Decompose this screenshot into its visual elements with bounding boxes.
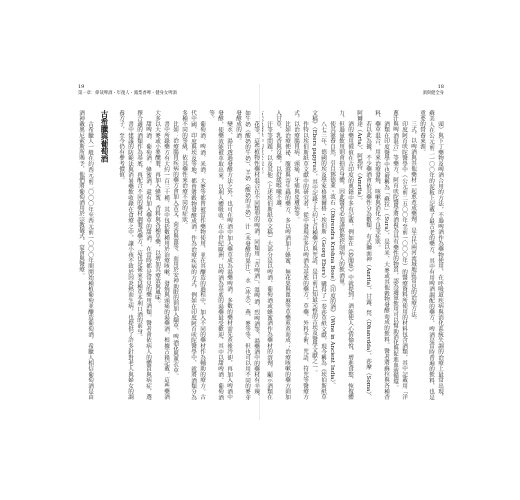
paragraph: 酒類在印度醫學中也被稱為「蘇拉」（Sura），是以米、大麥或其他穀物發酵而成的飲料。醫者將蘇拉與各種香料、藥草混合，用來治療發燒、咳嗽與消化不良等症狀。 [374, 110, 389, 400]
paragraph: 書中建議的防範法與消暑藥飲收錄在食療之中，讓小孩不致於因炎熱而生病，也提供了許多針對老人與婦女的調養方子，至今仍有參考價值。 [118, 110, 133, 400]
paragraph: 印度阿育吠陀醫學中（公元前二五〇〇年至前一〇〇〇年）的醫療資料所使用的材料包含酒類，其中記載用「洋蔥汁與啤酒混合」等藥方，阿育吠陀醫學將酒視為具有藥性的物質，認為適量飲用可以幫助消化與促進血液循環。 [392, 110, 407, 400]
left-page [78, 84, 260, 420]
section-heading: 古希臘與葡萄酒 [100, 110, 109, 163]
paragraph: 頭）與下丁藥物及啤酒合用的方法，不過啤酒作為藥物使用，在呼吸道疾病與消化系統失調的治療上最常出現，蘇美人在公元前二一〇〇年的泥板上記載了最古老的藥方，其中有用啤酒調配的藥方、啤酒是當時普遍的飲料，也是重要的營養來源。 [419, 110, 443, 400]
paragraph: 古希臘人一般在約西元前二〇〇〇年至西元前一〇〇〇年間開始種植葡萄並釀造葡萄酒，希臘人相信葡萄酒是由酒神戴奧尼索斯所賜予，他們將葡萄酒用於宗教儀式、宴會與醫療。 [78, 110, 93, 400]
right-running-header: 酒與健全身 [422, 91, 444, 96]
paragraph: 汗等等問題，以及其他（上述埃伯斯紙草文稿）大部分是以啤酒、葡萄酒或蜂蜜酒作為藥材的溶劑，顯示酒類在 [266, 121, 272, 400]
left-page-number: 19 [78, 84, 85, 90]
paragraph: 作特以埃伯斯紙草文獻中的研究者，從中發現許多以啤酒為基底的藥方，草藥、外科手術、咒語、符咒等醫療方式，以治療腸胃病、頭痛、牙痛與皮膚病等。 [293, 110, 308, 400]
paragraph: 使其滋養自然，引自鄧德萊・波石（Dhirendra Krishna Bose）《印度的酒》（Wine in Ancient India）。 [329, 121, 335, 389]
paragraph: 書中所錄藥方有大約一百三十種，其中包括數種用於治療咳嗽、發燒與頭痛的湯藥酒。根據古籍記載，這些藥酒大多以大麥或小麥釀製，再加入蜂蜜、香料與各種草藥，以增加其療效與風味。 [154, 110, 169, 400]
paragraph: 酒的藥用價值在古印度的典籍中多有記載，例如在《妙聞集》中就提到，酒能使人心情愉悅、增進食慾、恢復體力，但過量飲用則會損害身體，因此醫者必須謹慎地控制病人的飲酒量。 [338, 110, 353, 400]
right-page-header [262, 84, 444, 98]
paragraph: 花等。這些植物性藥材混合在不同類型的啤酒，同類用「苦啤酒」、溫啤酒、烈啤酒等，湯藥酒中的藥材有辛辣、如牛奶（酸奶的牛奶）、羊奶（酸奶的羊奶）、汁（未發酵的果汁）、水（冰水）、燕、麥等等，但也可以用不同的麥芽發酵成的酒。 [235, 110, 259, 400]
left-running-header: 第一章：偉哉啤酒・年復人・鳳梨香啤・健身女啤酒 [78, 91, 177, 96]
paragraph: 三式，以啤酒與其他藥材一起煎煮成藥劑，是古代兩河流域地區常見的治療方法。 [410, 121, 416, 323]
paragraph: 葡萄酒、啤酒、米酒、大麥等都曾被當作藥物使用，並在其釀造的過程中，加入不同的藥材作為輔助的療方。古代中國、印度與埃及等地，都曾將穀物發酵成酒，作為治療疾病的方式，例如在印度阿育吠陀醫學中，就將酒類分為多種不同的等級，依其藥性來治療不同的症狀。 [181, 110, 205, 400]
paragraph: 八七三年，德國的埃及學家格奧爾格・埃伯斯（Georg Ebers）購得了一卷莎草紙文獻，現今稱為《埃伯斯紙草文稿》（Ebers papyrus），其中記錄了大約七百種藥方與咒語，是目前已知最完整的古埃及醫學文獻之一。 [311, 110, 326, 400]
paragraph: 比如：治療腸胃疾病的藥方會加入苦艾、茴香與薑等，而用於安神助眠的則加入纈草、啤酒花與薰衣草。 [172, 121, 178, 379]
left-page-header [78, 84, 260, 98]
right-page [262, 84, 444, 420]
paragraph: 比如治療便祕、腹瀉與寄生蟲的藥方，多以啤酒加上蜂蜜、無花果與蓖麻等草藥煎煮而成；治療咳嗽的藥方則加入甘草、乳香與沒藥，以舒緩喉嚨不適。 [275, 110, 290, 400]
paragraph: 甜啤酒、葡萄酒、蜂蜜酒，還有加入藥草的甜酒，在當時都是常見的藥用酒類。醫者會依病人的體質與病症，選擇合適的酒類作為基底，再配合不同的藥材調製成藥方，這也是後來各種草本利口酒的前身。 [136, 110, 151, 400]
left-page-body [78, 110, 260, 400]
paragraph: 變水、湯汁透過發酵方法之外，也可在啤酒中加入藥草成為湯藥啤酒，多數的藥材需先煮後冷卻，再加入啤酒中發酵，使藥效能被萃取出來，以利人體吸收。在中世紀歐洲，以啤酒為基底的湯藥最受歡迎，其中以甜啤酒、葡萄酒等。 [208, 110, 232, 400]
paragraph: 若以此為據，不少藥酒會依其藥性分為數類，有式獅面神（Anrita）、甘露、梵（Dhanvdda）、莎摩（Soma）、阿爾達（Arta）、阿瑪特（Amrita）。 [356, 110, 371, 400]
right-page-body [262, 110, 444, 400]
right-page-number: 18 [437, 84, 444, 90]
